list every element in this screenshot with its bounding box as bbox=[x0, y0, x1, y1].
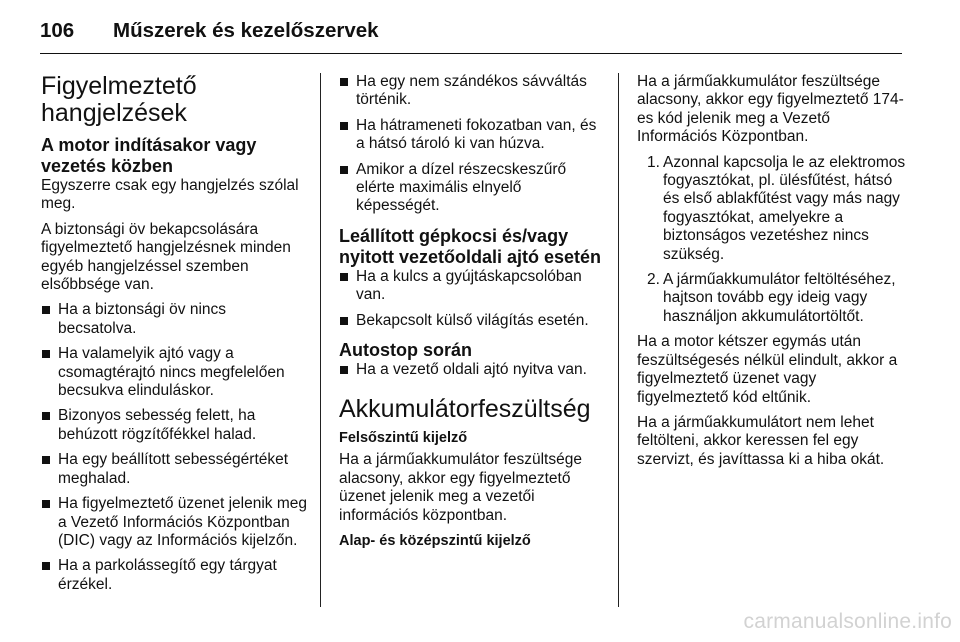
subsection-title: A motor indításakor vagy vezetés közben bbox=[41, 135, 257, 176]
page-number: 106 bbox=[40, 19, 75, 42]
bullet-icon bbox=[42, 306, 50, 314]
bullet-icon bbox=[340, 366, 348, 374]
paragraph: Egyszerre csak egy hangjelzés szólal meg. bbox=[41, 177, 299, 213]
list-item: Ha a parkolássegítő egy tárgyat érzékel. bbox=[41, 557, 307, 594]
list-item: 1. Azonnal kapcsolja le az elektromos fogyasztókat, pl. ülésfűtést, hátsó és első ablakfűtést vagy más nagy fogyasztókat, amelyekre a biztonságos vezetéshez nincs szükség. bbox=[647, 153, 906, 263]
column-1 bbox=[41, 73, 307, 601]
subheading: Felsőszintű kijelző bbox=[339, 430, 468, 447]
bullet-list bbox=[339, 361, 605, 379]
list-item: Ha egy nem szándékos sávváltás történik. bbox=[339, 73, 605, 110]
column-2 bbox=[339, 73, 605, 550]
list-item: Ha a biztonsági öv nincs becsatolva. bbox=[41, 301, 307, 338]
paragraph: Ha a járműakkumulátor feszültsége alacsony, akkor egy figyelmeztető 174-es kód jelenik meg a Vezető Információs Központban. bbox=[637, 73, 904, 146]
column-divider bbox=[618, 73, 619, 607]
section-title: Akkumulátorfeszültség bbox=[339, 395, 591, 424]
list-item: Ha egy beállított sebességértéket meghalad. bbox=[41, 451, 307, 488]
bullet-icon bbox=[340, 273, 348, 281]
bullet-list bbox=[339, 268, 605, 330]
list-item: 2. A járműakkumulátor feltöltéséhez, hajtson tovább egy ideig vagy használjon akkumulátortöltőt. bbox=[647, 271, 896, 325]
bullet-icon bbox=[42, 412, 50, 420]
paragraph: Ha a járműakkumulátor feszültsége alacsony, akkor egy figyelmeztető üzenet jelenik meg a vezetői információs központban. bbox=[339, 451, 582, 524]
bullet-icon bbox=[340, 166, 348, 174]
paragraph: Ha a motor kétszer egymás után feszültségesés nélkül elindult, akkor a figyelmeztető üzenet vagy figyelmeztető kód eltűnik. bbox=[637, 333, 898, 406]
section-title: Figyelmeztető hangjelzések bbox=[41, 72, 197, 127]
list-item: Bizonyos sebesség felett, ha behúzott rögzítőfékkel halad. bbox=[41, 407, 307, 444]
chapter-title: Műszerek és kezelőszervek bbox=[113, 19, 379, 42]
list-item: Ha a kulcs a gyújtáskapcsolóban van. bbox=[339, 268, 605, 305]
list-item: Ha valamelyik ajtó vagy a csomagtérajtó nincs megfelelően becsukva elinduláskor. bbox=[41, 345, 307, 400]
watermark: carmanualsonline.info bbox=[743, 610, 952, 633]
paragraph: Ha a járműakkumulátort nem lehet feltölteni, akkor keressen fel egy szervizt, és javíttassa ki a hiba okát. bbox=[637, 413, 885, 468]
list-item: Bekapcsolt külső világítás esetén. bbox=[339, 312, 605, 330]
list-item: Ha hátrameneti fokozatban van, és a hátsó tároló ki van húzva. bbox=[339, 117, 605, 154]
bullet-icon bbox=[42, 456, 50, 464]
bullet-icon bbox=[340, 122, 348, 130]
page-header bbox=[40, 17, 902, 54]
subheading: Alap- és középszintű kijelző bbox=[339, 533, 531, 550]
bullet-icon bbox=[42, 350, 50, 358]
column-divider bbox=[320, 73, 321, 607]
column-3 bbox=[637, 73, 907, 476]
bullet-icon bbox=[340, 78, 348, 86]
subsection-title: Autostop során bbox=[339, 340, 472, 361]
numbered-list bbox=[637, 154, 907, 327]
bullet-icon bbox=[340, 317, 348, 325]
subsection-title: Leállított gépkocsi és/vagy nyitott vezetőoldali ajtó esetén bbox=[339, 225, 602, 267]
paragraph: A biztonsági öv bekapcsolására figyelmeztető hangjelzésnek minden egyéb hangjelzéssel szemben elsőbbsége van. bbox=[41, 220, 291, 294]
bullet-icon bbox=[42, 500, 50, 508]
bullet-list bbox=[41, 301, 307, 594]
list-item: Ha a vezető oldali ajtó nyitva van. bbox=[339, 361, 605, 379]
bullet-list bbox=[339, 73, 605, 216]
list-item: Ha figyelmeztető üzenet jelenik meg a Vezető Információs Központban (DIC) vagy az Információs kijelzőn. bbox=[41, 495, 307, 550]
bullet-icon bbox=[42, 562, 50, 570]
list-item: Amikor a dízel részecskeszűrő elérte maximális elnyelő képességét. bbox=[339, 161, 605, 216]
